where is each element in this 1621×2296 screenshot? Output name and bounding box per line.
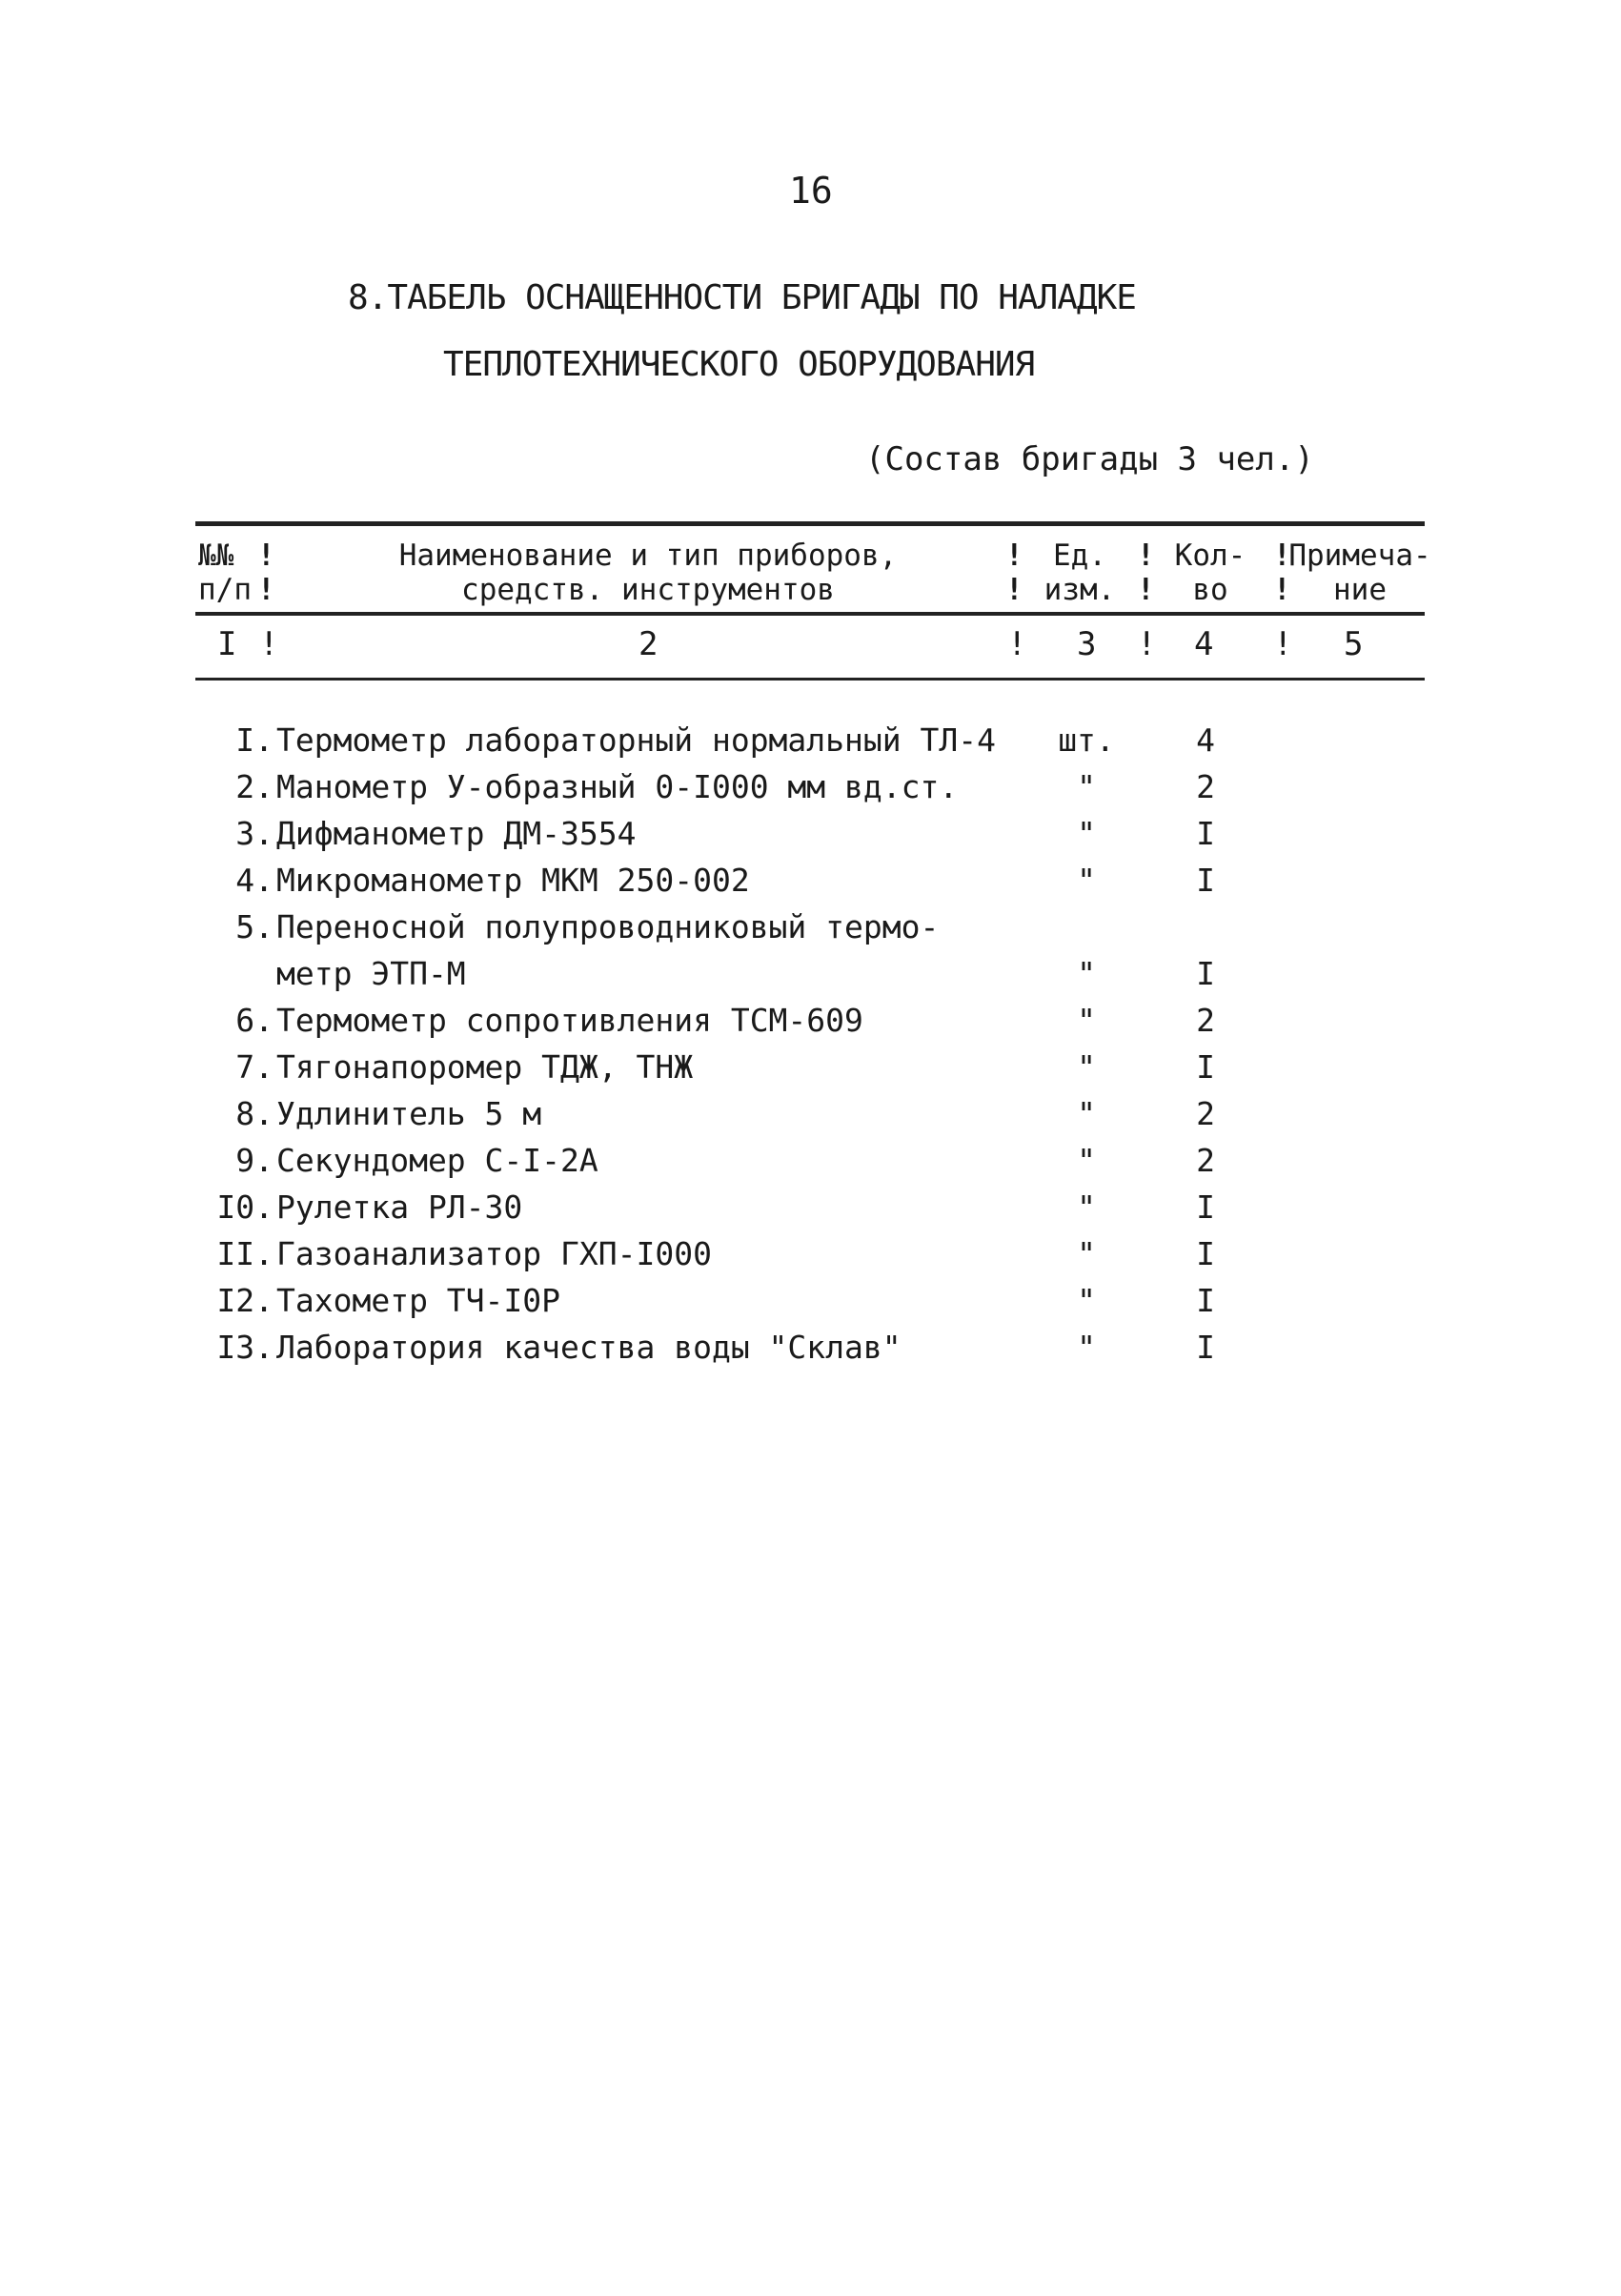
table-top-rule (195, 521, 1425, 526)
row-quantity: I (1196, 815, 1215, 852)
row-item-name: Микроманометр МКМ 250-002 (276, 862, 750, 899)
table-row (0, 1090, 1621, 1137)
table-header-rule (195, 612, 1425, 616)
table-row (0, 904, 1621, 950)
header-name (381, 538, 915, 607)
row-unit: " (1077, 815, 1096, 852)
row-number: 2. (235, 768, 274, 805)
row-number: 8. (235, 1095, 274, 1132)
header-note (1288, 538, 1431, 607)
row-quantity: I (1196, 1235, 1215, 1272)
row-number: I2. (216, 1282, 274, 1319)
header-quantity-line-1: Кол- (1174, 538, 1246, 573)
table-column-number-rule (195, 678, 1425, 681)
header-unit (1032, 538, 1127, 607)
column-number-2: 2 (638, 625, 659, 663)
row-unit: " (1077, 1002, 1096, 1039)
table-row-continuation (0, 950, 1621, 997)
row-quantity: 2 (1196, 1142, 1215, 1179)
header-separator: ! ! (1273, 538, 1291, 607)
column-separator: ! (1007, 625, 1027, 663)
row-item-name: Удлинитель 5 м (276, 1095, 542, 1132)
row-number: I. (235, 721, 274, 759)
table-row (0, 1277, 1621, 1324)
header-name-line-2: средств. инструментов (461, 573, 835, 607)
table-body (0, 717, 1621, 1371)
row-unit: " (1077, 1235, 1096, 1272)
header-note-line-1: Примеча- (1288, 538, 1431, 573)
row-quantity: I (1196, 1282, 1215, 1319)
header-separator: ! ! (1005, 538, 1023, 607)
row-number: 9. (235, 1142, 274, 1179)
row-number: 7. (235, 1048, 274, 1086)
header-separator: ! ! (257, 538, 275, 607)
row-quantity: 2 (1196, 768, 1215, 805)
table-row (0, 1230, 1621, 1277)
header-number-line-2: п/п (198, 573, 252, 607)
column-number-3: 3 (1077, 625, 1097, 663)
row-item-name: Термометр сопротивления ТСМ-609 (276, 1002, 863, 1039)
header-unit-line-2: изм. (1044, 573, 1116, 607)
row-item-name: Манометр У-образный 0-I000 мм вд.ст. (276, 768, 959, 805)
row-item-name: Дифманометр ДМ-3554 (276, 815, 637, 852)
header-quantity (1163, 538, 1258, 607)
table-row (0, 810, 1621, 857)
row-item-name: Рулетка РЛ-30 (276, 1189, 523, 1226)
row-unit: " (1077, 1282, 1096, 1319)
header-number-line-1: №№ (198, 538, 234, 573)
row-item-name: Переносной полупроводниковый термо- (276, 908, 940, 945)
table-row (0, 997, 1621, 1044)
column-separator: ! (1273, 625, 1293, 663)
row-unit: шт. (1058, 721, 1115, 759)
header-separator: ! ! (1137, 538, 1155, 607)
row-number: 4. (235, 862, 274, 899)
row-unit: " (1077, 1189, 1096, 1226)
table-row (0, 1044, 1621, 1090)
column-number-1: I (217, 625, 237, 663)
row-number: I0. (216, 1189, 274, 1226)
row-unit: " (1077, 1048, 1096, 1086)
row-quantity: 4 (1196, 721, 1215, 759)
row-item-name: Секундомер С-I-2А (276, 1142, 598, 1179)
header-unit-line-1: Ед. (1053, 538, 1106, 573)
row-number: I3. (216, 1329, 274, 1366)
column-separator: ! (1137, 625, 1157, 663)
table-row (0, 717, 1621, 763)
row-unit: " (1077, 768, 1096, 805)
section-title-line-2: ТЕПЛОТЕХНИЧЕСКОГО ОБОРУДОВАНИЯ (443, 345, 1035, 384)
section-title-line-1: 8.ТАБЕЛЬ ОСНАЩЕННОСТИ БРИГАДЫ ПО НАЛАДКЕ (348, 278, 1136, 317)
table-row (0, 1184, 1621, 1230)
row-item-name: Термометр лабораторный нормальный ТЛ-4 (276, 721, 996, 759)
row-quantity: I (1196, 1048, 1215, 1086)
header-number (198, 538, 252, 607)
header-quantity-line-2: во (1192, 573, 1228, 607)
row-quantity: 2 (1196, 1095, 1215, 1132)
column-number-4: 4 (1194, 625, 1214, 663)
row-number: 6. (235, 1002, 274, 1039)
row-number: 5. (235, 908, 274, 945)
table-row (0, 1324, 1621, 1371)
row-number: II. (216, 1235, 274, 1272)
row-quantity: I (1196, 1189, 1215, 1226)
row-number: 3. (235, 815, 274, 852)
crew-composition-note: (Состав бригады 3 чел.) (865, 440, 1314, 478)
table-row (0, 763, 1621, 810)
row-quantity: 2 (1196, 1002, 1215, 1039)
row-unit: " (1077, 1095, 1096, 1132)
row-unit: " (1077, 1142, 1096, 1179)
column-separator: ! (259, 625, 279, 663)
row-item-name: Тягонапоромер ТДЖ, ТНЖ (276, 1048, 694, 1086)
header-name-line-1: Наименование и тип приборов, (398, 538, 898, 573)
row-item-name: Газоанализатор ГХП-I000 (276, 1235, 712, 1272)
row-unit: " (1077, 1329, 1096, 1366)
row-quantity: I (1196, 955, 1215, 992)
page-number: 16 (789, 170, 833, 212)
row-quantity: I (1196, 1329, 1215, 1366)
row-item-name: метр ЭТП-М (276, 955, 466, 992)
row-unit: " (1077, 955, 1096, 992)
row-item-name: Тахометр ТЧ-I0Р (276, 1282, 561, 1319)
table-row (0, 1137, 1621, 1184)
column-number-5: 5 (1344, 625, 1364, 663)
row-item-name: Лаборатория качества воды "Склав" (276, 1329, 902, 1366)
header-note-line-2: ние (1333, 573, 1387, 607)
row-unit: " (1077, 862, 1096, 899)
row-quantity: I (1196, 862, 1215, 899)
table-row (0, 857, 1621, 904)
